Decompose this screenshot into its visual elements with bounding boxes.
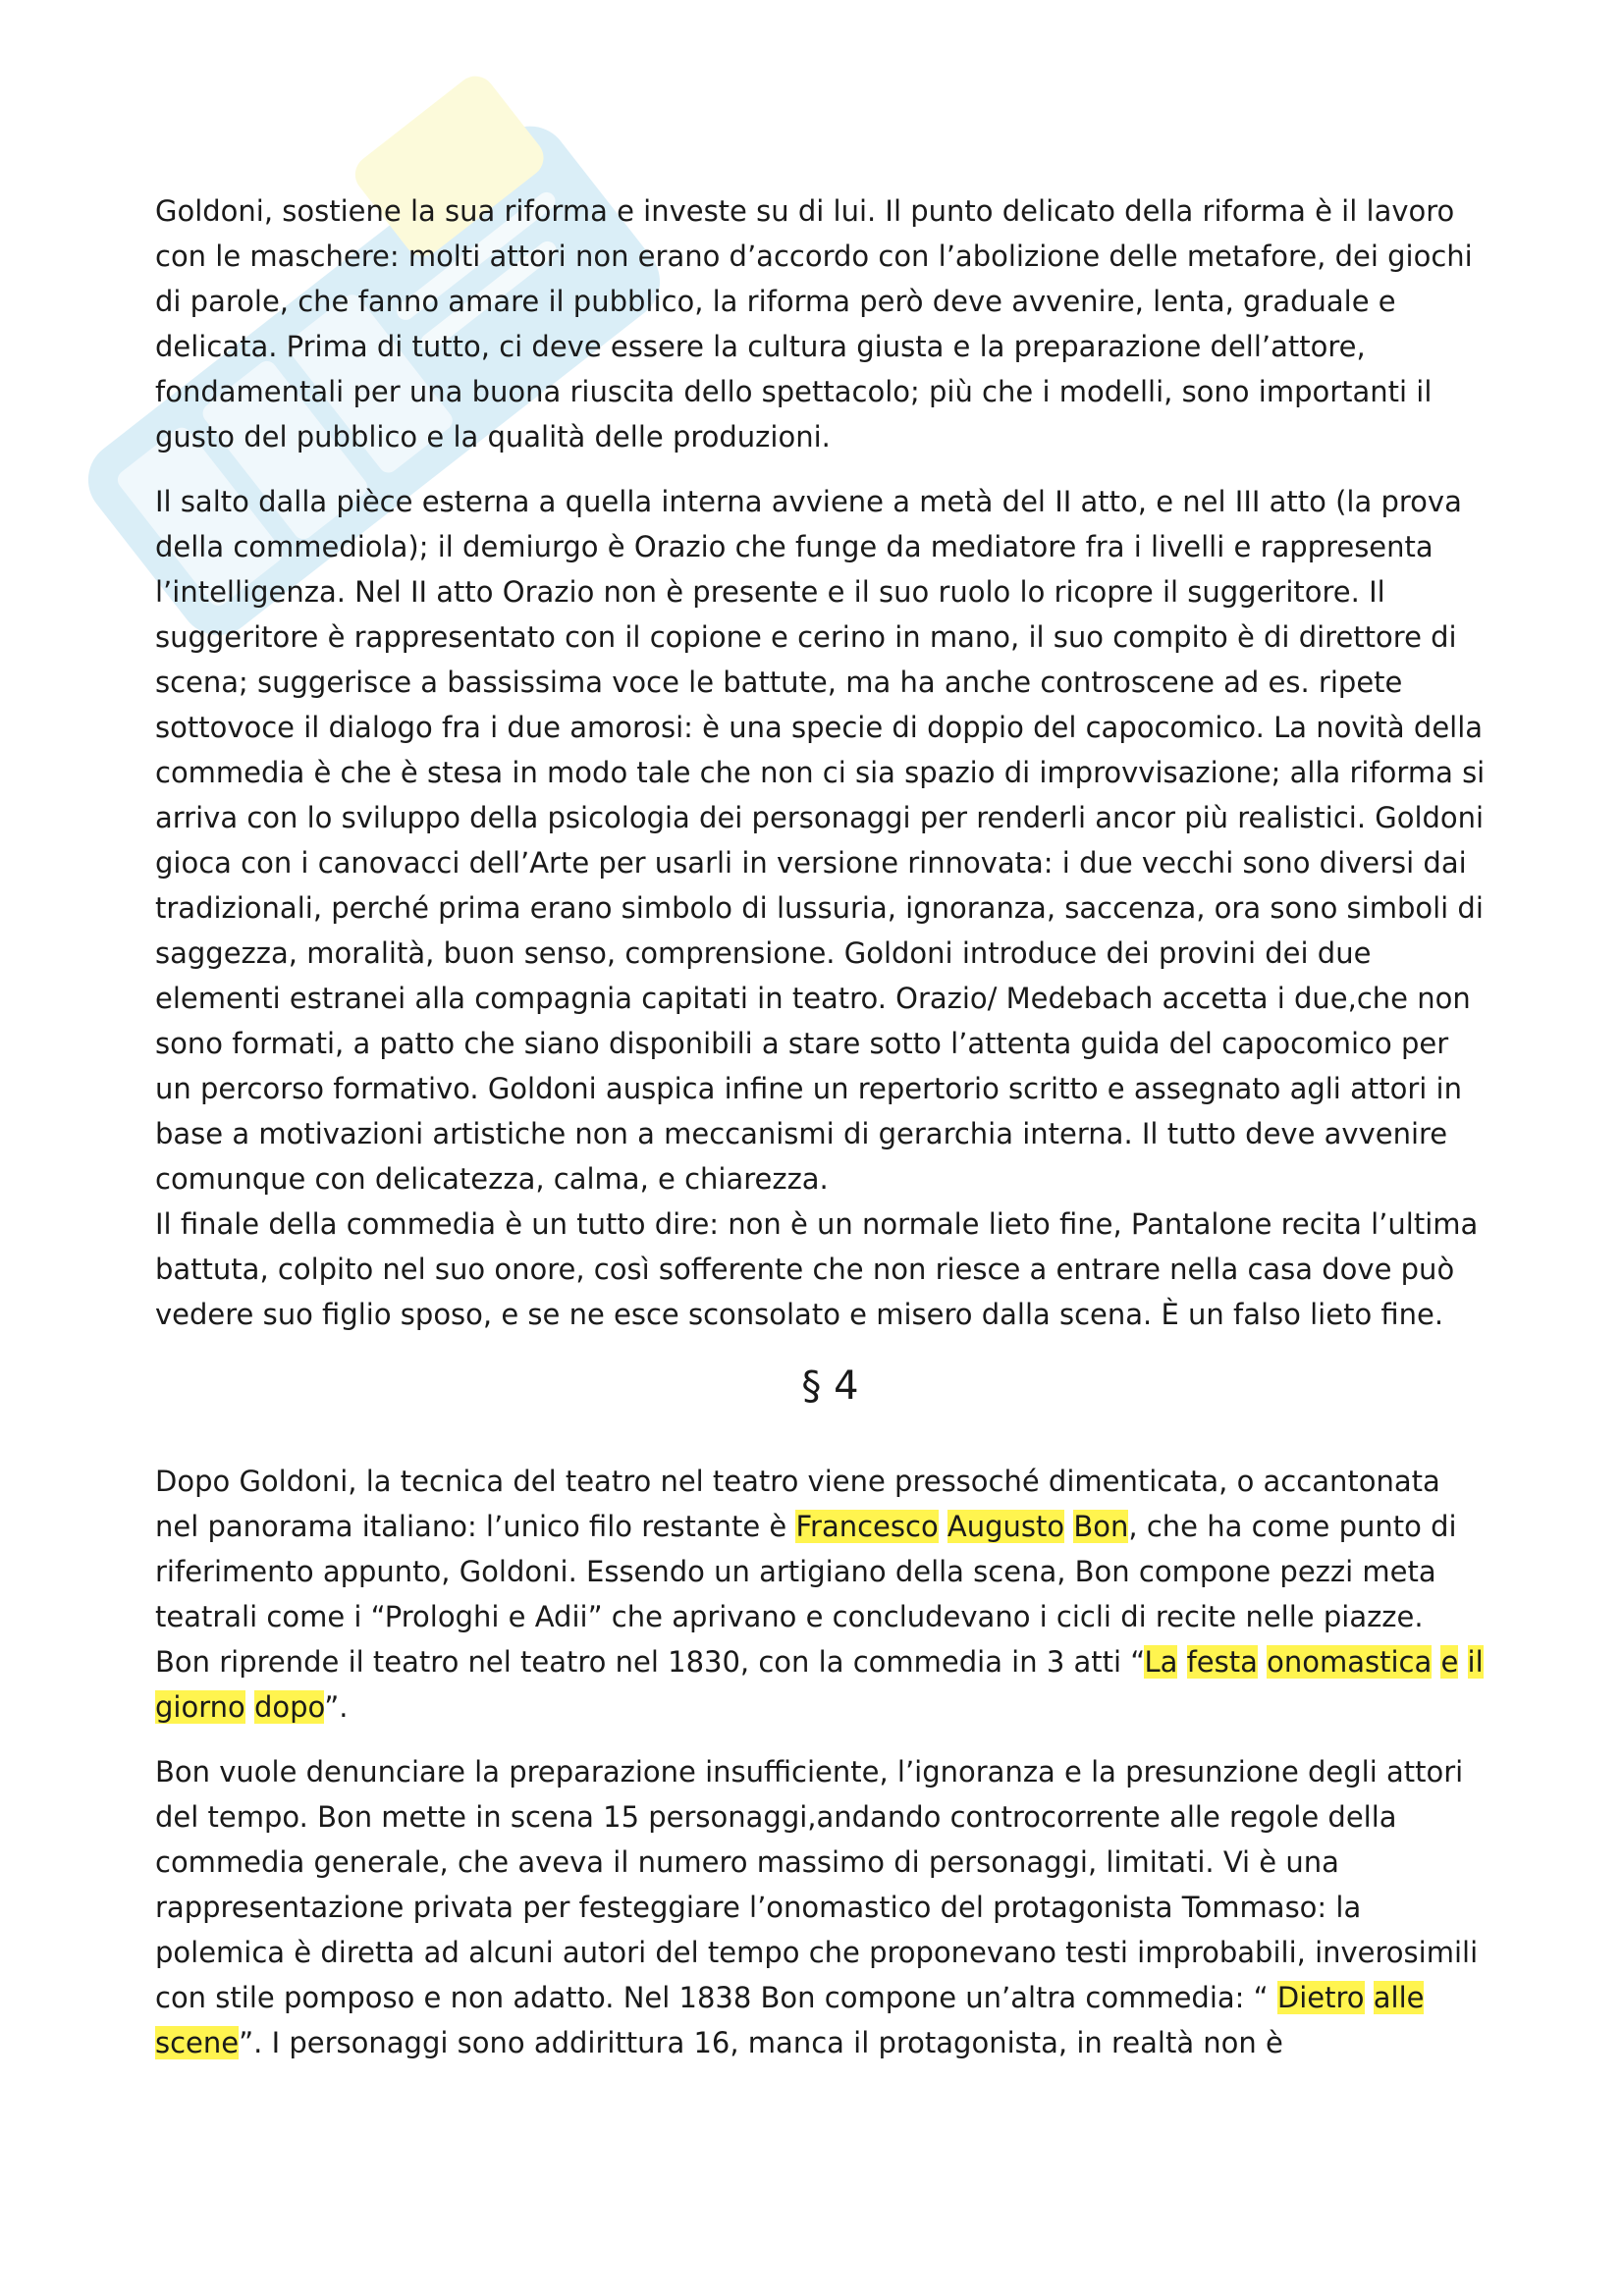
text-run: , che ha come punto di riferimento appunto, Goldoni. Essendo un artigiano della scena, Bon compone pezzi meta teatrali come i “Prologhi e Adii” che aprivano e concludevano i cicli di recite nelle piazze. Bon riprende il teatro nel teatro nel 1830, con la commedia in 3 atti “ (155, 1510, 1457, 1679)
highlighted-text: alle (1373, 1981, 1425, 2014)
paragraphs-after-section (155, 1459, 1486, 2065)
text-run (1258, 1645, 1267, 1679)
text-run (1064, 1510, 1073, 1543)
highlighted-text: il (1467, 1645, 1484, 1679)
text-run: Il salto dalla pièce esterna a quella interna avviene a metà del II atto, e nel III atto (la prova della commediola); il demiurgo è Orazio che funge da mediatore fra i livelli e rappresenta l’intelligenza. Nel II atto Orazio non è presente e il suo ruolo lo ricopre il suggeritore. Il suggeritore è rappresentato con il copione e cerino in mano, il suo compito è di direttore di scena; suggerisce a bassissima voce le battute, ma ha anche controscene ad es. ripete sottovoce il dialogo fra i due amorosi: è una specie di doppio del capocomico. La novità della commedia è che è stesa in modo tale che non ci sia spazio di improvvisazione; alla riforma si arriva con lo sviluppo della psicologia dei personaggi per renderli ancor più realistici. Goldoni gioca con i canovacci dell’Arte per usarli in versione rinnovata: i due vecchi sono diversi dai tradizionali, perché prima erano simbolo di lussuria, ignoranza, saccenza, ora sono simboli di saggezza, moralità, buon senso, comprensione. Goldoni introduce dei provini dei due elementi estranei alla compagnia capitati in teatro. Orazio/ Medebach accetta i due,che non sono formati, a patto che siano disponibili a stare sotto l’attenta guida del capocomico per un percorso formativo. Goldoni auspica infine un repertorio scritto e assegnato agli attori in base a motivazioni artistiche non a meccanismi di gerarchia interna. Il tutto deve avvenire comunque con delicatezza, calma, e chiarezza. (155, 485, 1486, 1196)
text-run: ”. I personaggi sono addirittura 16, manca il protagonista, in realtà non è (239, 2026, 1283, 2059)
text-run: Bon vuole denunciare la preparazione insufficiente, l’ignoranza e la presunzione degli attori del tempo. Bon mette in scena 15 personaggi,andando controcorrente alle regole della commedia generale, che aveva il numero massimo di personaggi, limitati. Vi è una rappresentazione privata per festeggiare l’onomastico del protagonista Tommaso: la polemica è diretta ad alcuni autori del tempo che proponevano testi improbabili, inverosimili con stile pomposo e non adatto. Nel 1838 Bon compone un’altra commedia: “ (155, 1755, 1479, 2014)
text-run: Dopo Goldoni, la tecnica del teatro nel teatro viene pressoché dimenticata, o accantonata nel panorama italiano: l’unico filo restante è (155, 1465, 1440, 1543)
highlighted-text: La (1144, 1645, 1178, 1679)
highlighted-text: onomastica (1267, 1645, 1433, 1679)
text-run (1177, 1645, 1186, 1679)
paragraph (155, 188, 1486, 459)
section-heading: § 4 (801, 1363, 859, 1409)
paragraph (155, 1459, 1486, 1730)
paragraph (155, 479, 1486, 1201)
paragraph (155, 1749, 1486, 2065)
highlighted-text: Dietro (1276, 1981, 1365, 2014)
text-run: ”. (324, 1690, 349, 1724)
text-run (1458, 1645, 1467, 1679)
highlighted-text: dopo (253, 1690, 325, 1724)
highlighted-text: e (1440, 1645, 1459, 1679)
highlighted-text: festa (1186, 1645, 1258, 1679)
highlighted-text: Augusto (947, 1510, 1065, 1543)
highlighted-text: Francesco (795, 1510, 939, 1543)
paragraph (155, 1201, 1486, 1337)
text-run (1365, 1981, 1374, 2014)
text-run (245, 1690, 254, 1724)
text-run: Goldoni, sostiene la sua riforma e investe su di lui. Il punto delicato della riforma è il lavoro con le maschere: molti attori non erano d’accordo con l’abolizione delle metafore, dei giochi di parole, che fanno amare il pubblico, la riforma però deve avvenire, lenta, graduale e delicata. Prima di tutto, ci deve essere la cultura giusta e la preparazione dell’attore, fondamentali per una buona riuscita dello spettacolo; più che i modelli, sono importanti il gusto del pubblico e la qualità delle produzioni. (155, 194, 1473, 454)
paragraphs-before-section (155, 188, 1486, 1337)
highlighted-text: Bon (1073, 1510, 1129, 1543)
text-run: Il finale della commedia è un tutto dire: non è un normale lieto fine, Pantalone recita l’ultima battuta, colpito nel suo onore, così sofferente che non riesce a entrare nella casa dove può vedere suo figlio sposo, e se ne esce sconsolato e misero dalla scena. È un falso lieto fine. (155, 1207, 1479, 1331)
highlighted-text: giorno (155, 1690, 245, 1724)
highlighted-text: scene (155, 2026, 240, 2059)
text-run (939, 1510, 947, 1543)
document-body (155, 188, 1486, 2085)
